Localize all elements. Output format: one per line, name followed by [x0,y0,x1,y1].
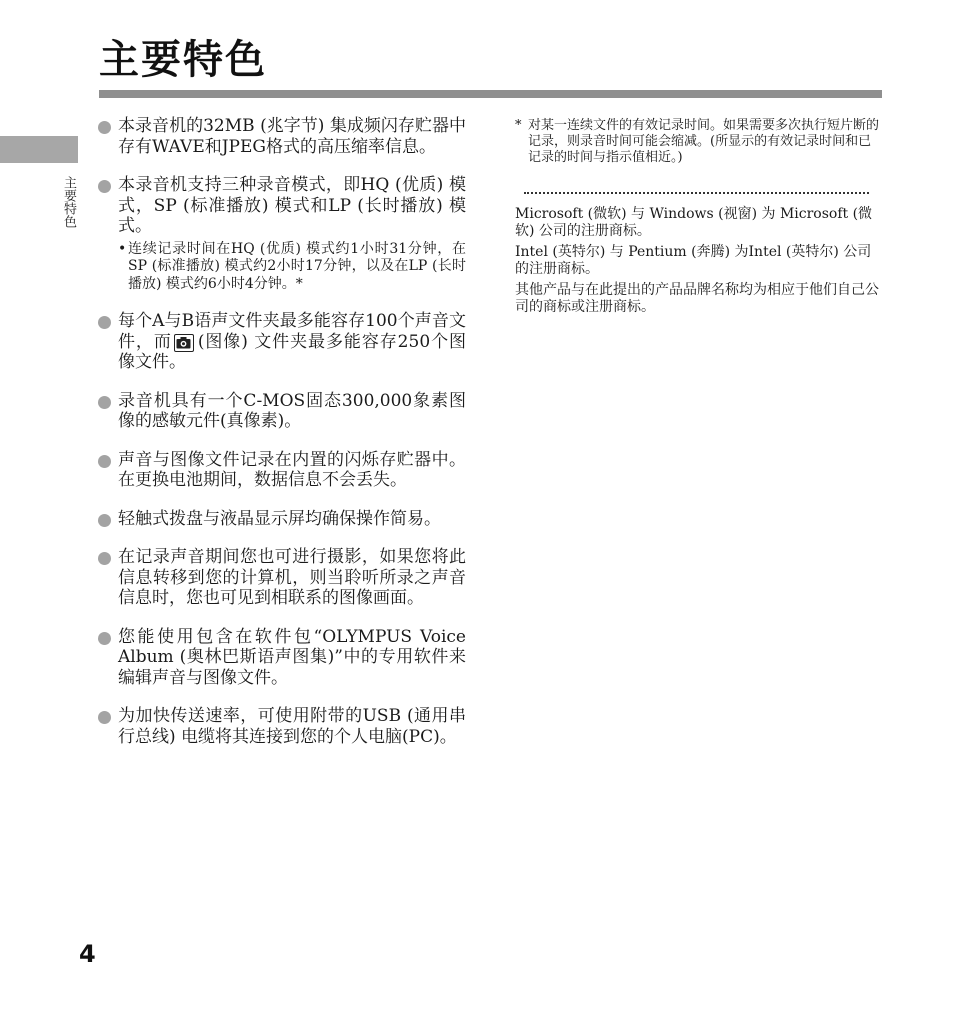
footnote-mark: * [515,118,522,133]
bullet-icon [98,316,111,329]
feature-item [96,116,466,157]
feature-item [96,509,466,530]
feature-item [96,706,466,747]
bullet-icon [98,632,111,645]
bullet-icon [98,711,111,724]
feature-item [96,547,466,609]
feature-note [118,241,466,294]
features-column [96,116,466,765]
section-tab [0,136,78,163]
feature-item [96,175,466,293]
camera-icon [174,334,194,352]
feature-text: 录音机具有一个C-MOS固态300,000象素图像的感敏元件(真像素)。 [118,390,466,431]
title-rule [99,90,882,98]
page-number: 4 [79,940,96,968]
feature-item [96,450,466,491]
page-title: 主要特色 [99,37,267,83]
bullet-icon [98,514,111,527]
feature-text: 声音与图像文件记录在内置的闪烁存贮器中。在更换电池期间，数据信息不会丢失。 [118,449,466,490]
feature-text: (图像) 文件夹最多能容存250个图像文件。 [118,331,467,372]
feature-text: 为加快传送速率，可使用附带的USB (通用串行总线) 电缆将其连接到您的个人电脑(PC)。 [118,706,466,747]
feature-note-text: 连续记录时间在HQ (优质) 模式约1小时31分钟，在SP (标准播放) 模式约2小时17分钟，以及在LP (长时播放) 模式约6小时4分钟。* [128,240,466,292]
notes-column [515,118,883,320]
trademark-notices [515,206,883,316]
feature-text: 本录音机支持三种录音模式，即HQ (优质) 模式，SP (标准播放) 模式和LP (长时播放) 模式。 [118,175,466,236]
bullet-icon [98,552,111,565]
feature-text: 在记录声音期间您也可进行摄影，如果您将此信息转移到您的计算机，则当聆听所录之声音信息时，您也可见到相联系的图像画面。 [118,547,466,608]
bullet-icon [98,396,111,409]
dotted-divider [524,192,869,194]
bullet-icon [98,455,111,468]
trademark-notice: Intel (英特尔) 与 Pentium (奔腾) 为Intel (英特尔) 公司的注册商标。 [515,244,872,277]
section-side-label: 主要特色 [61,176,76,228]
trademark-notice: Microsoft (微软) 与 Windows (视窗) 为 Microsoft (微软) 公司的注册商标。 [515,206,873,239]
feature-text: 轻触式拨盘与液晶显示屏均确保操作简易。 [118,508,441,529]
bullet-icon [98,180,111,193]
feature-item [96,311,466,373]
trademark-notice: 其他产品与在此提出的产品品牌名称均为相应于他们自己公司的商标或注册商标。 [515,282,879,315]
feature-text: 每个A与B语声文件夹最多能容存100个声音文件，而 [118,311,466,352]
footnote [515,118,883,166]
bullet-icon [98,121,111,134]
feature-item [96,627,466,689]
small-bullet-icon: • [118,240,127,257]
footnote-text: 对某一连续文件的有效记录时间。如果需要多次执行短片断的记录，则录音时间可能会缩减。(所显示的有效记录时间和已记录的时间与指示值相近。) [528,118,880,165]
feature-text: 本录音机的32MB (兆字节) 集成频闪存贮器中存有WAVE和JPEG格式的高压缩率信息。 [118,116,466,157]
feature-item [96,391,466,432]
feature-text: 您能使用包含在软件包“OLYMPUS Voice Album (奥林巴斯语声图集)”中的专用软件来编辑声音与图像文件。 [118,626,466,688]
